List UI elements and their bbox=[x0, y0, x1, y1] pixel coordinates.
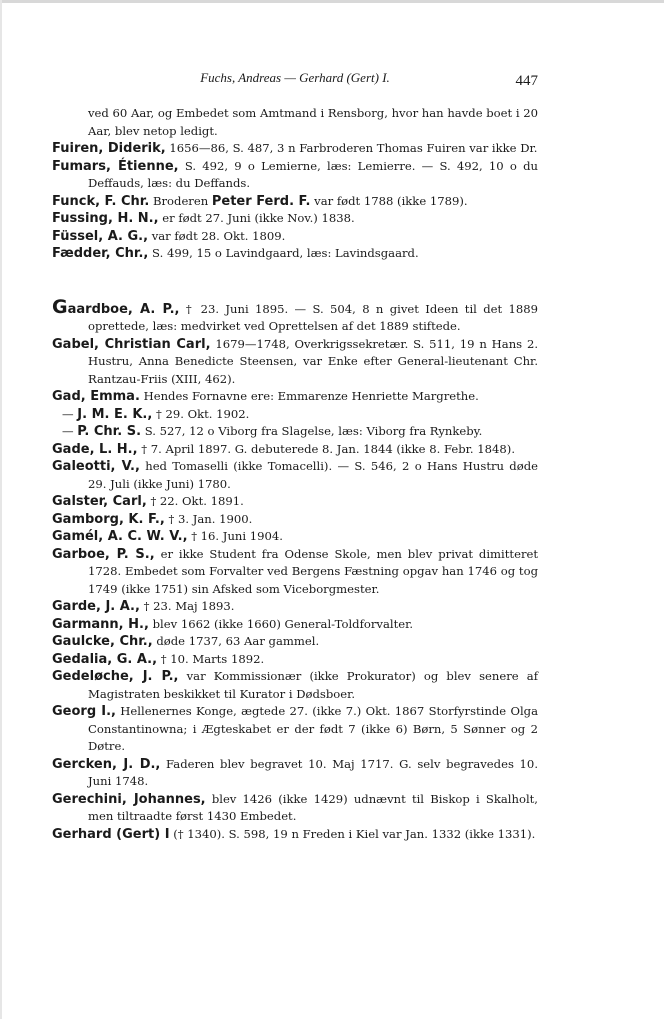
entry bbox=[52, 633, 538, 651]
entries-g bbox=[52, 336, 538, 844]
entry bbox=[52, 493, 538, 511]
headword: Fædder, Chr., bbox=[52, 246, 149, 261]
entry-text: Faderen blev begravet 10. Maj 1717. G. selv begravedes 10. Juni 1748. bbox=[88, 756, 538, 788]
entry bbox=[52, 140, 538, 158]
entry-text: († 1340). S. 598, 19 n Freden i Kiel var Jan. 1332 (ikke 1331). bbox=[169, 826, 536, 841]
entry-text: Broderen bbox=[149, 193, 212, 208]
entry bbox=[52, 158, 538, 193]
headword-secondary: Peter Ferd. F. bbox=[211, 193, 311, 209]
entry bbox=[52, 336, 538, 389]
headword: Funck, F. Chr. bbox=[52, 193, 150, 209]
entry bbox=[52, 668, 538, 703]
entry bbox=[52, 423, 538, 441]
entry-text: er født 27. Juni (ikke Nov.) 1838. bbox=[158, 211, 355, 225]
continuation-paragraph: ved 60 Aar, og Embedet som Amtmand i Rensborg, hvor han havde boet i 20 Aar, blev netop ledigt. bbox=[88, 106, 538, 138]
headword: Gamborg, K. F., bbox=[52, 511, 165, 527]
entry bbox=[52, 406, 538, 424]
entry-text: Hendes Fornavne ere: Emmarenze Henriette Margrethe. bbox=[139, 389, 479, 403]
entry-text: 1656—86, S. 487, 3 n Farbroderen Thomas Fuiren var ikke Dr. bbox=[165, 141, 538, 155]
entry bbox=[52, 193, 538, 211]
body-text bbox=[52, 105, 538, 843]
section-gap bbox=[52, 263, 538, 299]
entry-text: hed Tomaselli (ikke Tomacelli). — S. 546, 2 o Hans Hustru døde 29. Juli (ikke Juni) 1780. bbox=[88, 459, 538, 491]
headword: Galster, Carl, bbox=[52, 494, 147, 509]
headword: Gerhard (Gert) I bbox=[52, 826, 170, 842]
entry-text: † 22. Okt. 1891. bbox=[146, 494, 244, 508]
headword: Garmann, H., bbox=[52, 616, 149, 632]
entry bbox=[52, 546, 538, 599]
entry-text: blev 1426 (ikke 1429) udnævnt til Biskop i Skalholt, men tiltraadte først 1430 Embedet. bbox=[88, 791, 538, 823]
headword: Fussing, H. N., bbox=[52, 211, 159, 226]
dash-prefix: — bbox=[62, 406, 78, 421]
headword: Gercken, J. D., bbox=[52, 756, 161, 772]
entry-text: var Kommissionær (ikke Prokurator) og blev senere af Magistraten beskikket til Kurator i Dødsboer. bbox=[88, 669, 538, 701]
entry-text: † 10. Marts 1892. bbox=[157, 651, 265, 666]
headword: Fuiren, Diderik, bbox=[52, 141, 166, 156]
entry-text: † 16. Juni 1904. bbox=[187, 529, 283, 543]
entry-gaardboe bbox=[52, 295, 538, 336]
entry bbox=[52, 511, 538, 529]
entry-text: † 29. Okt. 1902. bbox=[152, 406, 250, 421]
entry-text: S. 527, 12 o Viborg fra Slagelse, læs: Viborg fra Rynkeby. bbox=[141, 424, 483, 438]
page-header bbox=[52, 70, 538, 90]
entry bbox=[52, 210, 538, 228]
entry bbox=[52, 388, 538, 406]
dash-prefix: — bbox=[62, 424, 78, 438]
entry-text: døde 1737, 63 Aar gammel. bbox=[152, 634, 320, 648]
headword: Gaulcke, Chr., bbox=[52, 634, 153, 649]
entry bbox=[52, 826, 538, 844]
headword: Gabel, Christian Carl, bbox=[52, 336, 211, 352]
headword: Georg I., bbox=[52, 704, 116, 719]
entry-text: † 3. Jan. 1900. bbox=[164, 511, 253, 526]
entry bbox=[52, 616, 538, 634]
headword: Gerechini, Johannes, bbox=[52, 791, 206, 807]
entry-text-secondary: var født 1788 (ikke 1789). bbox=[310, 193, 468, 208]
headword: Fumars, Étienne, bbox=[52, 158, 179, 174]
headword: J. M. E. K., bbox=[77, 406, 153, 422]
entries-f bbox=[52, 140, 538, 263]
entry bbox=[52, 228, 538, 246]
entry bbox=[52, 703, 538, 756]
entry-text: var født 28. Okt. 1809. bbox=[148, 228, 286, 243]
headword: Gedeløche, J. P., bbox=[52, 669, 179, 684]
headword: Gad, Emma. bbox=[52, 389, 140, 404]
entry bbox=[52, 651, 538, 669]
entry bbox=[52, 598, 538, 616]
headword: Gamél, A. C. W. V., bbox=[52, 529, 188, 544]
headword: Füssel, A. G., bbox=[52, 228, 149, 244]
headword: Garde, J. A., bbox=[52, 599, 140, 614]
headword: P. Chr. S. bbox=[77, 424, 142, 439]
entry bbox=[52, 458, 538, 493]
entry bbox=[52, 528, 538, 546]
entry-text: S. 492, 9 o Lemierne, læs: Lemierre. — S. 492, 10 o du Deffauds, læs: du Deffands. bbox=[88, 158, 538, 190]
dropcap: G bbox=[52, 295, 68, 318]
entry-text: Hellenernes Konge, ægtede 27. (ikke 7.) Okt. 1867 Storfyrstinde Olga Constantinowna; i Ægteskabet er der født 7 (ikke 6) Børn, 5 Sønner og 2 Døtre. bbox=[88, 704, 538, 753]
entry-text: er ikke Student fra Odense Skole, men blev privat dimitteret 1728. Embedet som Forvalter ved Bergens Fæstning opgav han 1746 og tog 1749 (ikke 1751) sin Afsked som Viceborgmester. bbox=[88, 546, 539, 596]
entry bbox=[52, 791, 538, 826]
entry bbox=[52, 245, 538, 263]
entry-text: † 23. Maj 1893. bbox=[139, 599, 235, 613]
entry-text: † 7. April 1897. G. debuterede 8. Jan. 1844 (ikke 8. Febr. 1848). bbox=[137, 441, 516, 456]
headword: Garboe, P. S., bbox=[52, 546, 155, 562]
entry-text: 1679—1748, Overkrigssekretær. S. 511, 19 n Hans 2. Hustru, Anna Benedicte Steensen, var Enke efter General-lieutenant Chr. Rantzau-Friis (XIII, 462). bbox=[88, 336, 539, 386]
headword: Gedalia, G. A., bbox=[52, 651, 158, 667]
headword: Galeotti, V., bbox=[52, 459, 140, 474]
entry-text: † 23. Juni 1895. — S. 504, 8 n givet Ideen til det 1889 oprettede, læs: medvirket ved Oprettelsen af det 1889 stiftede. bbox=[88, 301, 538, 333]
headword: Gade, L. H., bbox=[52, 441, 138, 457]
entry-text: S. 499, 15 o Lavindgaard, læs: Lavindsgaard. bbox=[148, 246, 419, 260]
entry bbox=[52, 756, 538, 791]
entry-text: blev 1662 (ikke 1660) General-Toldforvalter. bbox=[148, 616, 414, 631]
running-head: Fuchs, Andreas — Gerhard (Gert) I. bbox=[200, 70, 390, 85]
page-number: 447 bbox=[515, 73, 538, 89]
headword: aardboe, A. P., bbox=[67, 301, 180, 317]
entry bbox=[52, 441, 538, 459]
page-top-edge bbox=[0, 0, 664, 3]
page-left-edge bbox=[0, 0, 2, 1019]
